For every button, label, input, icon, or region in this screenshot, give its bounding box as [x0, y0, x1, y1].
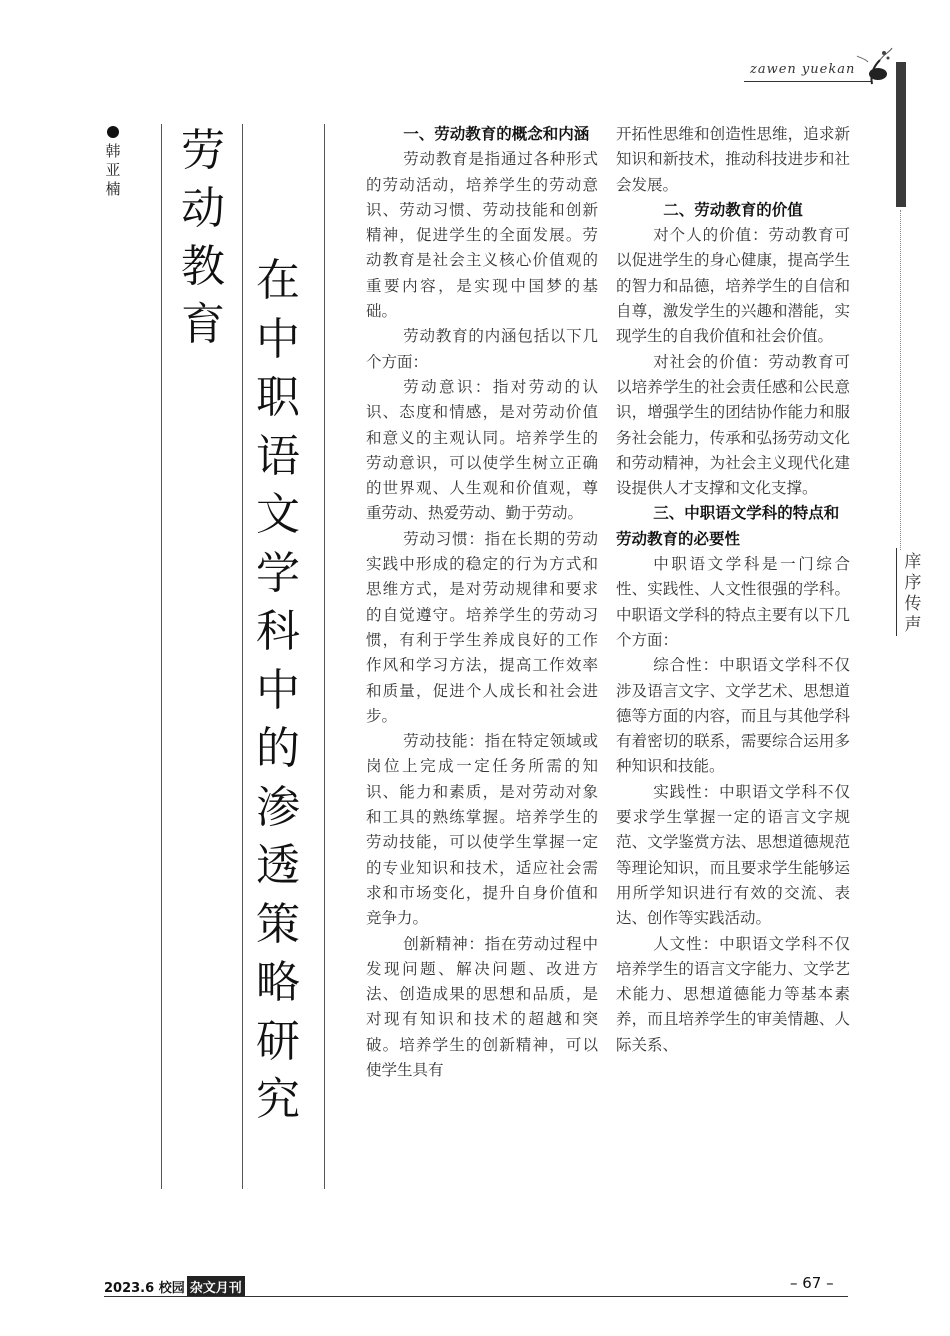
- title-line-1: [175, 122, 231, 354]
- title-char: 学: [256, 547, 300, 599]
- section-label-rule: [896, 548, 897, 636]
- right-edge-bar: [896, 62, 906, 207]
- section-label-char: 声: [904, 615, 922, 635]
- issue-label: 2023.6 校园: [104, 1281, 185, 1296]
- title-char: 在: [256, 255, 300, 306]
- author-char: 亚: [105, 161, 121, 179]
- masthead-rule: [744, 81, 872, 82]
- masthead: [744, 62, 884, 84]
- title-char: 职: [256, 372, 300, 423]
- title-char: 教: [181, 241, 225, 292]
- page-number: – 67 –: [790, 1274, 834, 1292]
- section-heading-3: 三、中职语文学科的特点和劳动教育的必要性: [616, 504, 840, 548]
- title-char: 劳: [181, 125, 225, 176]
- title-char: 科: [256, 606, 300, 657]
- section-heading-1: 一、劳动教育的概念和内涵: [403, 125, 590, 143]
- title-char: 研: [256, 1015, 300, 1067]
- paragraph: 综合性：中职语文学科不仅涉及语言文字、文学艺术、思想道德等方面的内容，而且与其他学科有着密切的联系，需要综合运用多种知识和技能。: [616, 656, 850, 776]
- title-char: 文: [256, 489, 300, 540]
- section-heading-2: 二、劳动教育的价值: [663, 200, 803, 219]
- paragraph: 劳动技能：指在特定领域或岗位上完成一定任务所需的知识、能力和素质，是对劳动对象和工具的熟练掌握。培养学生的劳动技能，可以使学生掌握一定的专业知识和技术，适应社会需求和市场变化，提升自身价值和竞争力。: [366, 732, 598, 928]
- title-char: 语: [256, 430, 300, 482]
- title-char: 策: [256, 898, 300, 950]
- section-label-char: 传: [904, 594, 922, 614]
- title-char: 动: [181, 183, 225, 234]
- title-rule-left: [161, 124, 162, 1189]
- title-rule-right: [324, 124, 325, 1189]
- section-label: [899, 552, 927, 636]
- title-char: 渗: [256, 781, 300, 833]
- bullet-icon: [107, 126, 119, 138]
- paragraph: 劳动教育是指通过各种形式的劳动活动，培养学生的劳动意识、劳动习惯、劳动技能和创新精神，促进学生的全面发展。劳动教育是社会主义核心价值观的重要内容，是实现中国梦的基础。: [366, 150, 598, 321]
- section-label-char: 序: [904, 573, 922, 593]
- paragraph: 劳动意识：指对劳动的认识、态度和情感，是对劳动价值和意义的主观认同。培养学生的劳动意识，可以使学生树立正确的世界观、人生观和价值观，尊重劳动、热爱劳动、勤于劳动。: [366, 377, 598, 523]
- paragraph: 对个人的价值：劳动教育可以促进学生的身心健康，提高学生的智力和品德，培养学生的自信和自尊，激发学生的兴趣和潜能，实现学生的自我价值和社会价值。: [616, 226, 850, 346]
- masthead-script: zawen yuekan: [750, 62, 856, 77]
- paragraph: 中职语文学科是一门综合性、实践性、人文性很强的学科。中职语文学科的特点主要有以下几个方面：: [616, 555, 850, 649]
- ink-plant-logo-icon: [854, 44, 894, 86]
- section-label-char: 庠: [904, 552, 922, 572]
- title-char: 的: [256, 723, 300, 774]
- footer-rule: [104, 1296, 848, 1297]
- title-char: 略: [256, 957, 300, 1008]
- title-char: 究: [256, 1074, 300, 1125]
- paragraph: 开拓性思维和创造性思维，追求新知识和新技术，推动科技进步和社会发展。: [616, 125, 850, 194]
- author-char: 韩: [105, 142, 121, 160]
- title-char: 育: [181, 299, 225, 350]
- paragraph: 劳动教育的内涵包括以下几个方面：: [366, 327, 598, 371]
- paragraph: 实践性：中职语文学科不仅要求学生掌握一定的语言文字规范、文学鉴赏方法、思想道德规范等理论知识，而且要求学生能够运用所学知识进行有效的交流、表达、创作等实践活动。: [616, 782, 850, 928]
- author: [104, 126, 122, 199]
- right-dotted-rule: [900, 210, 901, 550]
- title-rule-middle: [242, 124, 243, 1189]
- title-char: 中: [256, 664, 300, 716]
- title-char: 透: [256, 840, 300, 891]
- title-line-2: [250, 252, 306, 1130]
- title-char: 中: [256, 313, 300, 365]
- author-name: [104, 142, 122, 199]
- author-char: 楠: [105, 180, 121, 198]
- magazine-brand: 杂文月刊: [187, 1276, 245, 1297]
- paragraph: 劳动习惯：指在长期的劳动实践中形成的稳定的行为方式和思维方式，是对劳动规律和要求的自觉遵守。培养学生的劳动习惯，有利于学生养成良好的工作作风和学习方法，提高工作效率和质量，促进个人成长和社会进步。: [366, 529, 598, 725]
- paragraph: 创新精神：指在劳动过程中发现问题、解决问题、改进方法、创造成果的思想和品质，是对现有知识和技术的超越和突破。培养学生的创新精神，可以使学生具有: [366, 934, 598, 1079]
- paragraph: 人文性：中职语文学科不仅培养学生的语言文字能力、文学艺术能力、思想道德能力等基本素养，而且培养学生的审美情趣、人际关系、: [616, 934, 850, 1054]
- article-column-2: [616, 122, 850, 1058]
- paragraph: 对社会的价值：劳动教育可以培养学生的社会责任感和公民意识，增强学生的团结协作能力和服务社会能力，传承和弘扬劳动文化和劳动精神，为社会主义现代化建设提供人才支撑和文化支撑。: [616, 352, 850, 498]
- article-column-1: [366, 122, 598, 1083]
- footer-issue: [104, 1276, 245, 1297]
